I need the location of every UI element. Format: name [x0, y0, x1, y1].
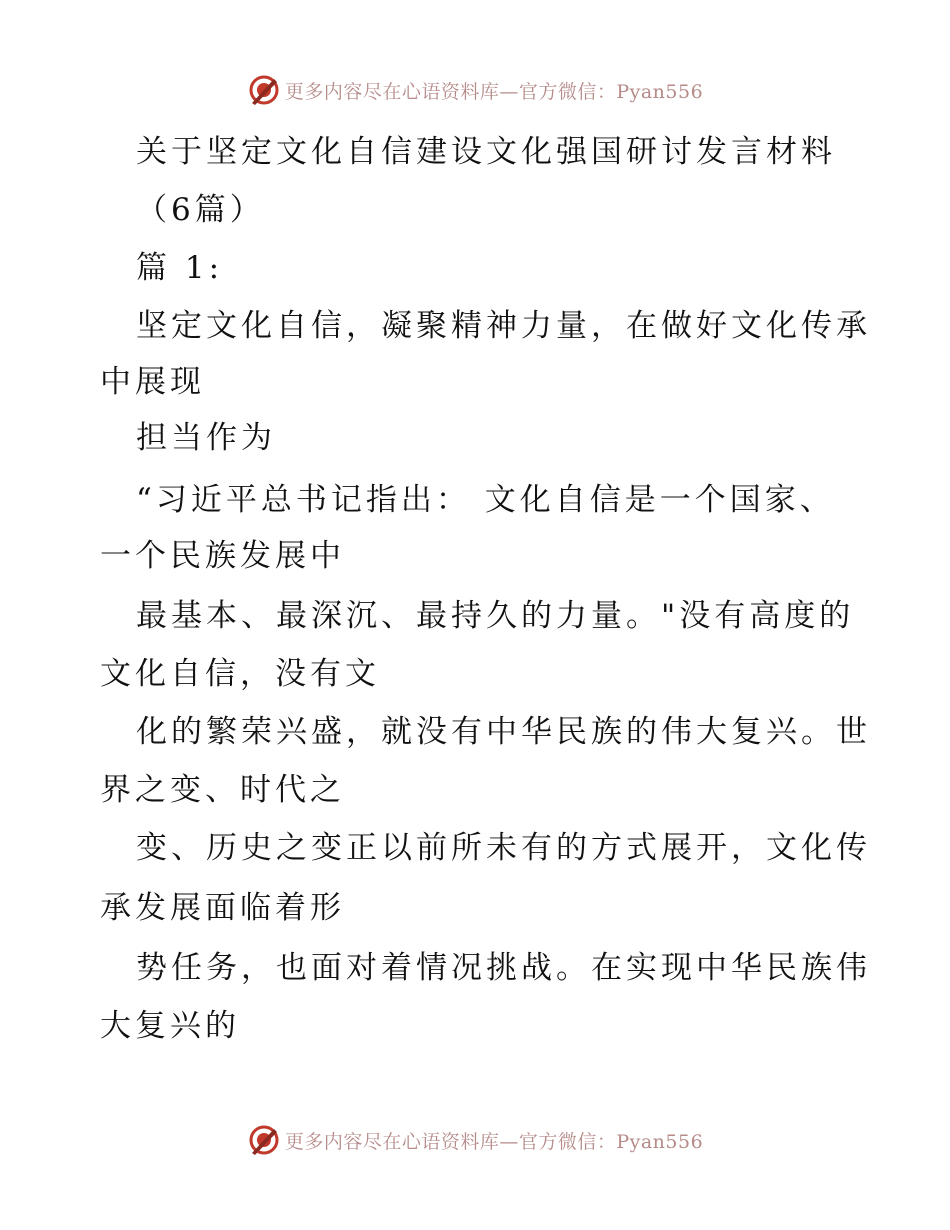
paragraph-line: 承发展面临着形 [100, 890, 345, 926]
paragraph-line: 势任务，也面对着情况挑战。在实现中华民族伟 [136, 950, 871, 986]
pen-logo-icon [247, 1123, 281, 1157]
paragraph-line: 中展现 [100, 364, 205, 400]
paragraph-line: 化的繁荣兴盛，就没有中华民族的伟大复兴。世 [136, 714, 871, 750]
footer-watermark [0, 1120, 950, 1160]
paragraph-line: 文化自信，没有文 [100, 656, 380, 692]
section-heading: 篇 1: [136, 250, 224, 286]
paragraph-line: 界之变、时代之 [100, 772, 345, 808]
paragraph-line: 变、历史之变正以前所未有的方式展开，文化传 [136, 830, 871, 866]
paragraph-line: “习近平总书记指出： 文化自信是一个国家、 [136, 482, 835, 518]
paragraph-line: 坚定文化自信，凝聚精神力量，在做好文化传承 [136, 308, 871, 344]
header-watermark [0, 70, 950, 110]
document-title-line-2: （6篇） [136, 192, 265, 228]
document-title-line-1: 关于坚定文化自信建设文化强国研讨发言材料 [136, 134, 836, 170]
footer-banner-text: 更多内容尽在心语资料库—官方微信：Pyan556 [284, 1130, 704, 1153]
paragraph-line: 担当作为 [136, 420, 276, 456]
paragraph-line: 最基本、最深沉、最持久的力量。"没有高度的 [136, 598, 855, 634]
header-banner-text: 更多内容尽在心语资料库—官方微信：Pyan556 [284, 80, 704, 103]
pen-logo-icon [247, 73, 281, 107]
paragraph-line: 大复兴的 [100, 1008, 240, 1044]
paragraph-line: 一个民族发展中 [100, 538, 345, 574]
